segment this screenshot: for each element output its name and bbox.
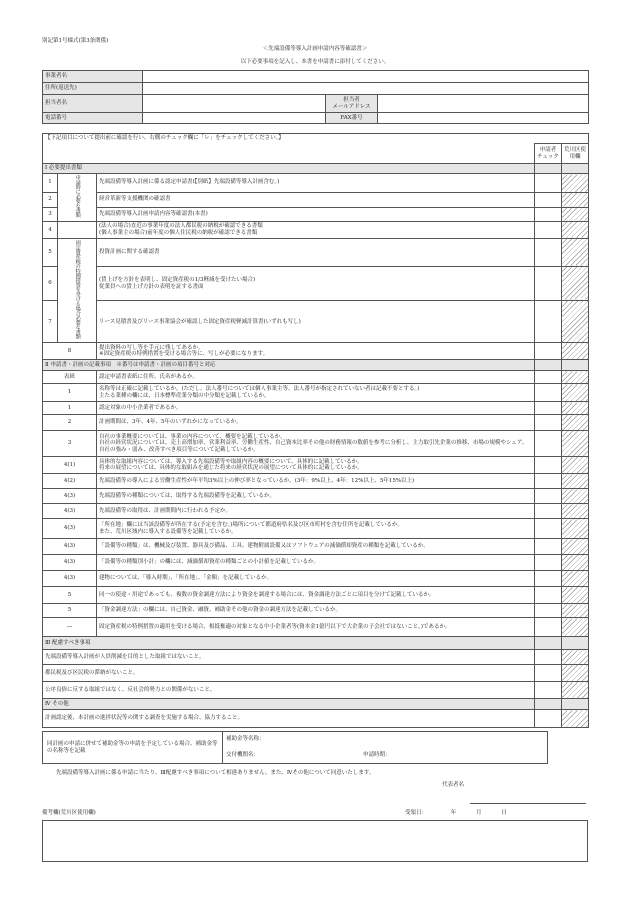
remarks-label: 備考欄(荒川区使用欄) xyxy=(42,810,96,816)
item-number: 4(1) xyxy=(43,457,97,474)
checklist-item: 先端設備等導入計画申請内容等確認書(本書) xyxy=(97,207,535,221)
applicant-checkbox[interactable] xyxy=(535,555,562,571)
applicant-checkbox[interactable] xyxy=(535,221,562,238)
document-title: ＜先端設備等導入計画申請内容等確認書＞ xyxy=(262,46,368,52)
applicant-info-table xyxy=(42,70,589,124)
checklist-item: 先端設備等の導入による労働生産性が年平均3%以上の伸び率となっているか。(3年：9%以上、4年：12%以上、5年15%以上) xyxy=(97,474,535,489)
item-number: 1 xyxy=(43,402,97,415)
applicant-checkbox[interactable] xyxy=(535,665,562,682)
ward-use-cell xyxy=(562,604,589,618)
checklist-item: 先端設備等の種類については、取得する先端設備等を記載しているか。 xyxy=(97,489,535,504)
checklist-item: リース見積書及びリース事業協会が確認した固定資産税軽減計算書(いずれも写し) xyxy=(97,301,535,343)
ward-use-cell xyxy=(562,174,589,193)
ward-use-cell xyxy=(562,539,589,555)
ward-use-cell xyxy=(562,221,589,238)
received-month: 月 xyxy=(476,810,482,816)
item-number: 3 xyxy=(43,431,97,457)
group-label-required: 申請時に必要な書類 xyxy=(58,174,97,222)
subsidy-date-label: 申請時期： xyxy=(363,752,391,758)
declaration-text: 先端設備等導入計画に係る申請に当たり、Ⅲ配慮すべき事項について相違ありません。また、Ⅳその他について同意いたします。 xyxy=(56,770,375,776)
section-1-title: Ⅰ 必要提出書類 xyxy=(43,164,535,174)
company-name-label: 事業者名 xyxy=(43,71,143,83)
ward-use-cell xyxy=(562,238,589,266)
ward-use-cell xyxy=(562,504,589,519)
applicant-checkbox[interactable] xyxy=(535,474,562,489)
applicant-checkbox[interactable] xyxy=(535,519,562,539)
checklist-item: 提出資料の写し等を手元に残してあるか。 ※固定資産税の特例措置を受ける場合等に、写しが必要になります。 xyxy=(97,343,535,360)
fax-field[interactable] xyxy=(378,113,589,124)
fax-label: FAX番号 xyxy=(326,113,378,124)
checklist-item: 「所在地」欄には当該設備等が所在する(予定を含む。)場所について都道府県名及び区市町村を含む住所を記載しているか。 また、荒川区域内に導入する設備等を記載しているか。 xyxy=(97,519,535,539)
row-number: 8 xyxy=(43,343,97,360)
representative-signature-line[interactable] xyxy=(470,803,586,804)
ward-use-cell xyxy=(562,343,589,360)
section-2-title: Ⅱ 申請書・計画の記載事項 ※番号は申請書・計画の項目番号と対応 xyxy=(43,360,535,371)
checklist-item: 自社の事業概要については、事業の内容について、概要を記載しているか。 自社の経営状況については、売上高増加率、営業利益率、労働生産性、自己資本比率その他の財務情報の数値を参考に分析し、主力取引先企業の推移、市場の規模やシェア、自社の強み・弱み、改善すべき項目等について記載しているか。 xyxy=(97,431,535,457)
address-label: 住所(返送先) xyxy=(43,83,143,95)
row-number: 1 xyxy=(43,174,58,193)
applicant-checkbox[interactable] xyxy=(535,710,562,728)
ward-use-cell xyxy=(562,618,589,637)
checklist-item: 建物については、「導入時期」、「所在地」、「金額」を記載しているか。 xyxy=(97,571,535,587)
applicant-checkbox[interactable] xyxy=(535,343,562,360)
ward-use-cell xyxy=(562,301,589,343)
applicant-checkbox[interactable] xyxy=(535,504,562,519)
instruction-text: 以下必要事項を記入し、本書を申請書に添付してください。 xyxy=(240,59,390,65)
checklist-table xyxy=(42,133,589,728)
checklist-item: 認定対象の中小企業者であるか。 xyxy=(97,402,535,415)
phone-label: 電話番号 xyxy=(43,113,143,124)
ward-use-cell xyxy=(562,682,589,699)
section-3-title: Ⅲ 配慮すべき事項 xyxy=(43,637,535,650)
checklist-item: 都民税及び区民税の滞納がないこと。 xyxy=(43,665,535,682)
applicant-checkbox[interactable] xyxy=(535,457,562,474)
contact-email-label: 担当者 メールアドレス xyxy=(326,95,378,113)
subsidy-question: 同計画の申請に併せて補助金等の申請を予定している場合、補助金等の名称等を記載 xyxy=(43,732,223,764)
checklist-item: 具体的な取組内容については、導入する先端設備等や取組内容の概要について、具体的に記載しているか。 将来の展望については、具体的な取組みを通じた将来の経営状況の展望について具体的に記載しているか。 xyxy=(97,457,535,474)
item-number: 4(3) xyxy=(43,519,97,539)
company-name-field[interactable] xyxy=(143,71,589,83)
item-number: 4(3) xyxy=(43,539,97,555)
applicant-checkbox[interactable] xyxy=(535,402,562,415)
subsidy-agency-label: 交付機関名： xyxy=(226,752,260,758)
applicant-checkbox[interactable] xyxy=(535,539,562,555)
ward-use-cell xyxy=(562,371,589,384)
group-label-tax-exemption: 固定資産税の特例措置を受ける場合必要な書類 xyxy=(58,238,97,342)
checklist-item: 認定申請書表紙に住所、氏名があるか。 xyxy=(97,371,535,384)
ward-use-header: 荒川区使用欄 xyxy=(562,144,589,164)
applicant-checkbox[interactable] xyxy=(535,266,562,301)
applicant-checkbox[interactable] xyxy=(535,301,562,343)
section-4-title: Ⅳ その他 xyxy=(43,699,535,710)
ward-use-cell xyxy=(562,519,589,539)
ward-use-cell xyxy=(562,474,589,489)
checklist-item: 「設備等の種類別小計」の欄には、減価償却資産の種類ごとの小計値を記載しているか。 xyxy=(97,555,535,571)
representative-label: 代表者名 xyxy=(442,782,465,788)
applicant-checkbox[interactable] xyxy=(535,371,562,384)
subsidy-details[interactable] xyxy=(223,732,548,764)
row-number: 4 xyxy=(43,221,58,238)
ward-use-cell xyxy=(562,489,589,504)
phone-field[interactable] xyxy=(143,113,326,124)
ward-use-cell xyxy=(562,402,589,415)
checklist-item: 「設備等の種類」は、機械及び装置、器具及び備品、工具、建物附属設備又はソフトウェアの減価償却資産の種類を記載しているか。 xyxy=(97,539,535,555)
checklist-item: 公序良俗に反する取組ではなく、反社会的勢力との関係がないこと。 xyxy=(43,682,535,699)
subsidy-name-label: 補助金等名称： xyxy=(226,736,265,742)
contact-person-field[interactable] xyxy=(143,95,326,113)
item-number: 4(3) xyxy=(43,555,97,571)
checklist-item: (法人の場合)直近の事業年度の法人都民税の納税が確認できる書類 (個人事業主の場合)前年度の個人住民税の納税が確認できる書類 xyxy=(97,221,535,238)
applicant-checkbox[interactable] xyxy=(535,238,562,266)
item-number: 1 xyxy=(43,384,97,402)
item-number: 表紙 xyxy=(43,371,97,384)
item-number: 5 xyxy=(43,587,97,604)
ward-use-cell xyxy=(562,431,589,457)
ward-use-cell xyxy=(562,415,589,431)
applicant-checkbox[interactable] xyxy=(535,571,562,587)
ward-use-cell xyxy=(562,207,589,221)
received-day: 日 xyxy=(501,810,507,816)
ward-use-cell xyxy=(562,457,589,474)
applicant-checkbox[interactable] xyxy=(535,192,562,207)
ward-use-cell xyxy=(562,650,589,665)
form-id: 別記第1号様式(第3条関係) xyxy=(42,38,109,44)
applicant-checkbox[interactable] xyxy=(535,174,562,193)
item-number: 5 xyxy=(43,604,97,618)
ward-use-cell xyxy=(562,192,589,207)
checklist-item: 先端設備等の取得は、計画期間内に行われる予定か。 xyxy=(97,504,535,519)
ward-use-cell xyxy=(562,555,589,571)
checklist-item: 計画期間は、3年、4年、5年のいずれかになっているか。 xyxy=(97,415,535,431)
received-date xyxy=(405,810,507,817)
item-number: 4(3) xyxy=(43,504,97,519)
ward-use-cell xyxy=(562,587,589,604)
row-number: 5 xyxy=(43,238,58,266)
applicant-checkbox[interactable] xyxy=(535,489,562,504)
checklist-item: 計画認定後、本計画の進捗状況等の関する調査を実施する場合、協力すること。 xyxy=(43,710,535,728)
check-note: 【下記項目について提出前に確認を行い、右側のチェック欄に「レ」をチェックしてください。】 xyxy=(43,134,589,144)
checklist-item: 固定資産税の特例措置の適用を受ける場合、根抵権適の対象となる中小企業者等(資本金1億円以下で大企業の子会社ではないこと。)であるか。 xyxy=(97,618,535,637)
checklist-item: 先端設備等導入計画に係る認定申請書(【別紙】先端設備等導入計画含む。) xyxy=(97,174,535,193)
checklist-item: 投資計画に関する確認書 xyxy=(97,238,535,266)
remarks-box[interactable] xyxy=(42,820,588,862)
applicant-checkbox[interactable] xyxy=(535,682,562,699)
ward-use-cell xyxy=(562,710,589,728)
checklist-item: 名称等は正確に記載しているか。(ただし、法人番号については個人事業主等、法人番号が指定されていない者は記載不要とする。) 主たる業種の欄には、日本標準産業分類の中分類を記載しているか。 xyxy=(97,384,535,402)
applicant-checkbox[interactable] xyxy=(535,384,562,402)
ward-use-cell xyxy=(562,571,589,587)
item-number: 2 xyxy=(43,415,97,431)
item-number: 4(3) xyxy=(43,489,97,504)
applicant-check-header: 申請者チェック xyxy=(535,144,562,164)
address-field[interactable] xyxy=(143,83,589,95)
applicant-checkbox[interactable] xyxy=(535,587,562,604)
applicant-checkbox[interactable] xyxy=(535,207,562,221)
applicant-checkbox[interactable] xyxy=(535,604,562,618)
applicant-checkbox[interactable] xyxy=(535,650,562,665)
item-number: 4(3) xyxy=(43,571,97,587)
applicant-checkbox[interactable] xyxy=(535,431,562,457)
applicant-checkbox[interactable] xyxy=(535,618,562,637)
row-number: 7 xyxy=(43,301,58,343)
ward-use-cell xyxy=(562,665,589,682)
received-year: 年 xyxy=(450,810,457,816)
ward-use-cell xyxy=(562,266,589,301)
checklist-item: 「資金調達方法」の欄には、自己資金、融資、補助金その他の資金の調達方法を記載しているか。 xyxy=(97,604,535,618)
checklist-item: 同一の使途・用途であっても、複数の資金調達方法により資金を調達する場合には、資金調達方法ごとに項目を分けて記載しているか。 xyxy=(97,587,535,604)
checklist-item: (賃上げを方針を表明し、固定資産税の1/3軽減を受けたい場合) 従業員への賃上げ方針の表明を証する書面 xyxy=(97,266,535,301)
contact-email-field[interactable] xyxy=(378,95,589,113)
applicant-checkbox[interactable] xyxy=(535,415,562,431)
checklist-item: 経営革新等支援機関の確認書 xyxy=(97,192,535,207)
item-number: — xyxy=(43,618,97,637)
row-number: 2 xyxy=(43,192,58,207)
row-number: 6 xyxy=(43,266,58,301)
received-label: 受領日： xyxy=(405,810,428,816)
contact-person-label: 担当者名 xyxy=(43,95,143,113)
row-number: 3 xyxy=(43,207,58,221)
subsidy-table xyxy=(42,731,548,764)
checklist-item: 先端設備等導入計画が人員削減を目的とした取組ではないこと。 xyxy=(43,650,535,665)
item-number: 4(2) xyxy=(43,474,97,489)
ward-use-cell xyxy=(562,384,589,402)
